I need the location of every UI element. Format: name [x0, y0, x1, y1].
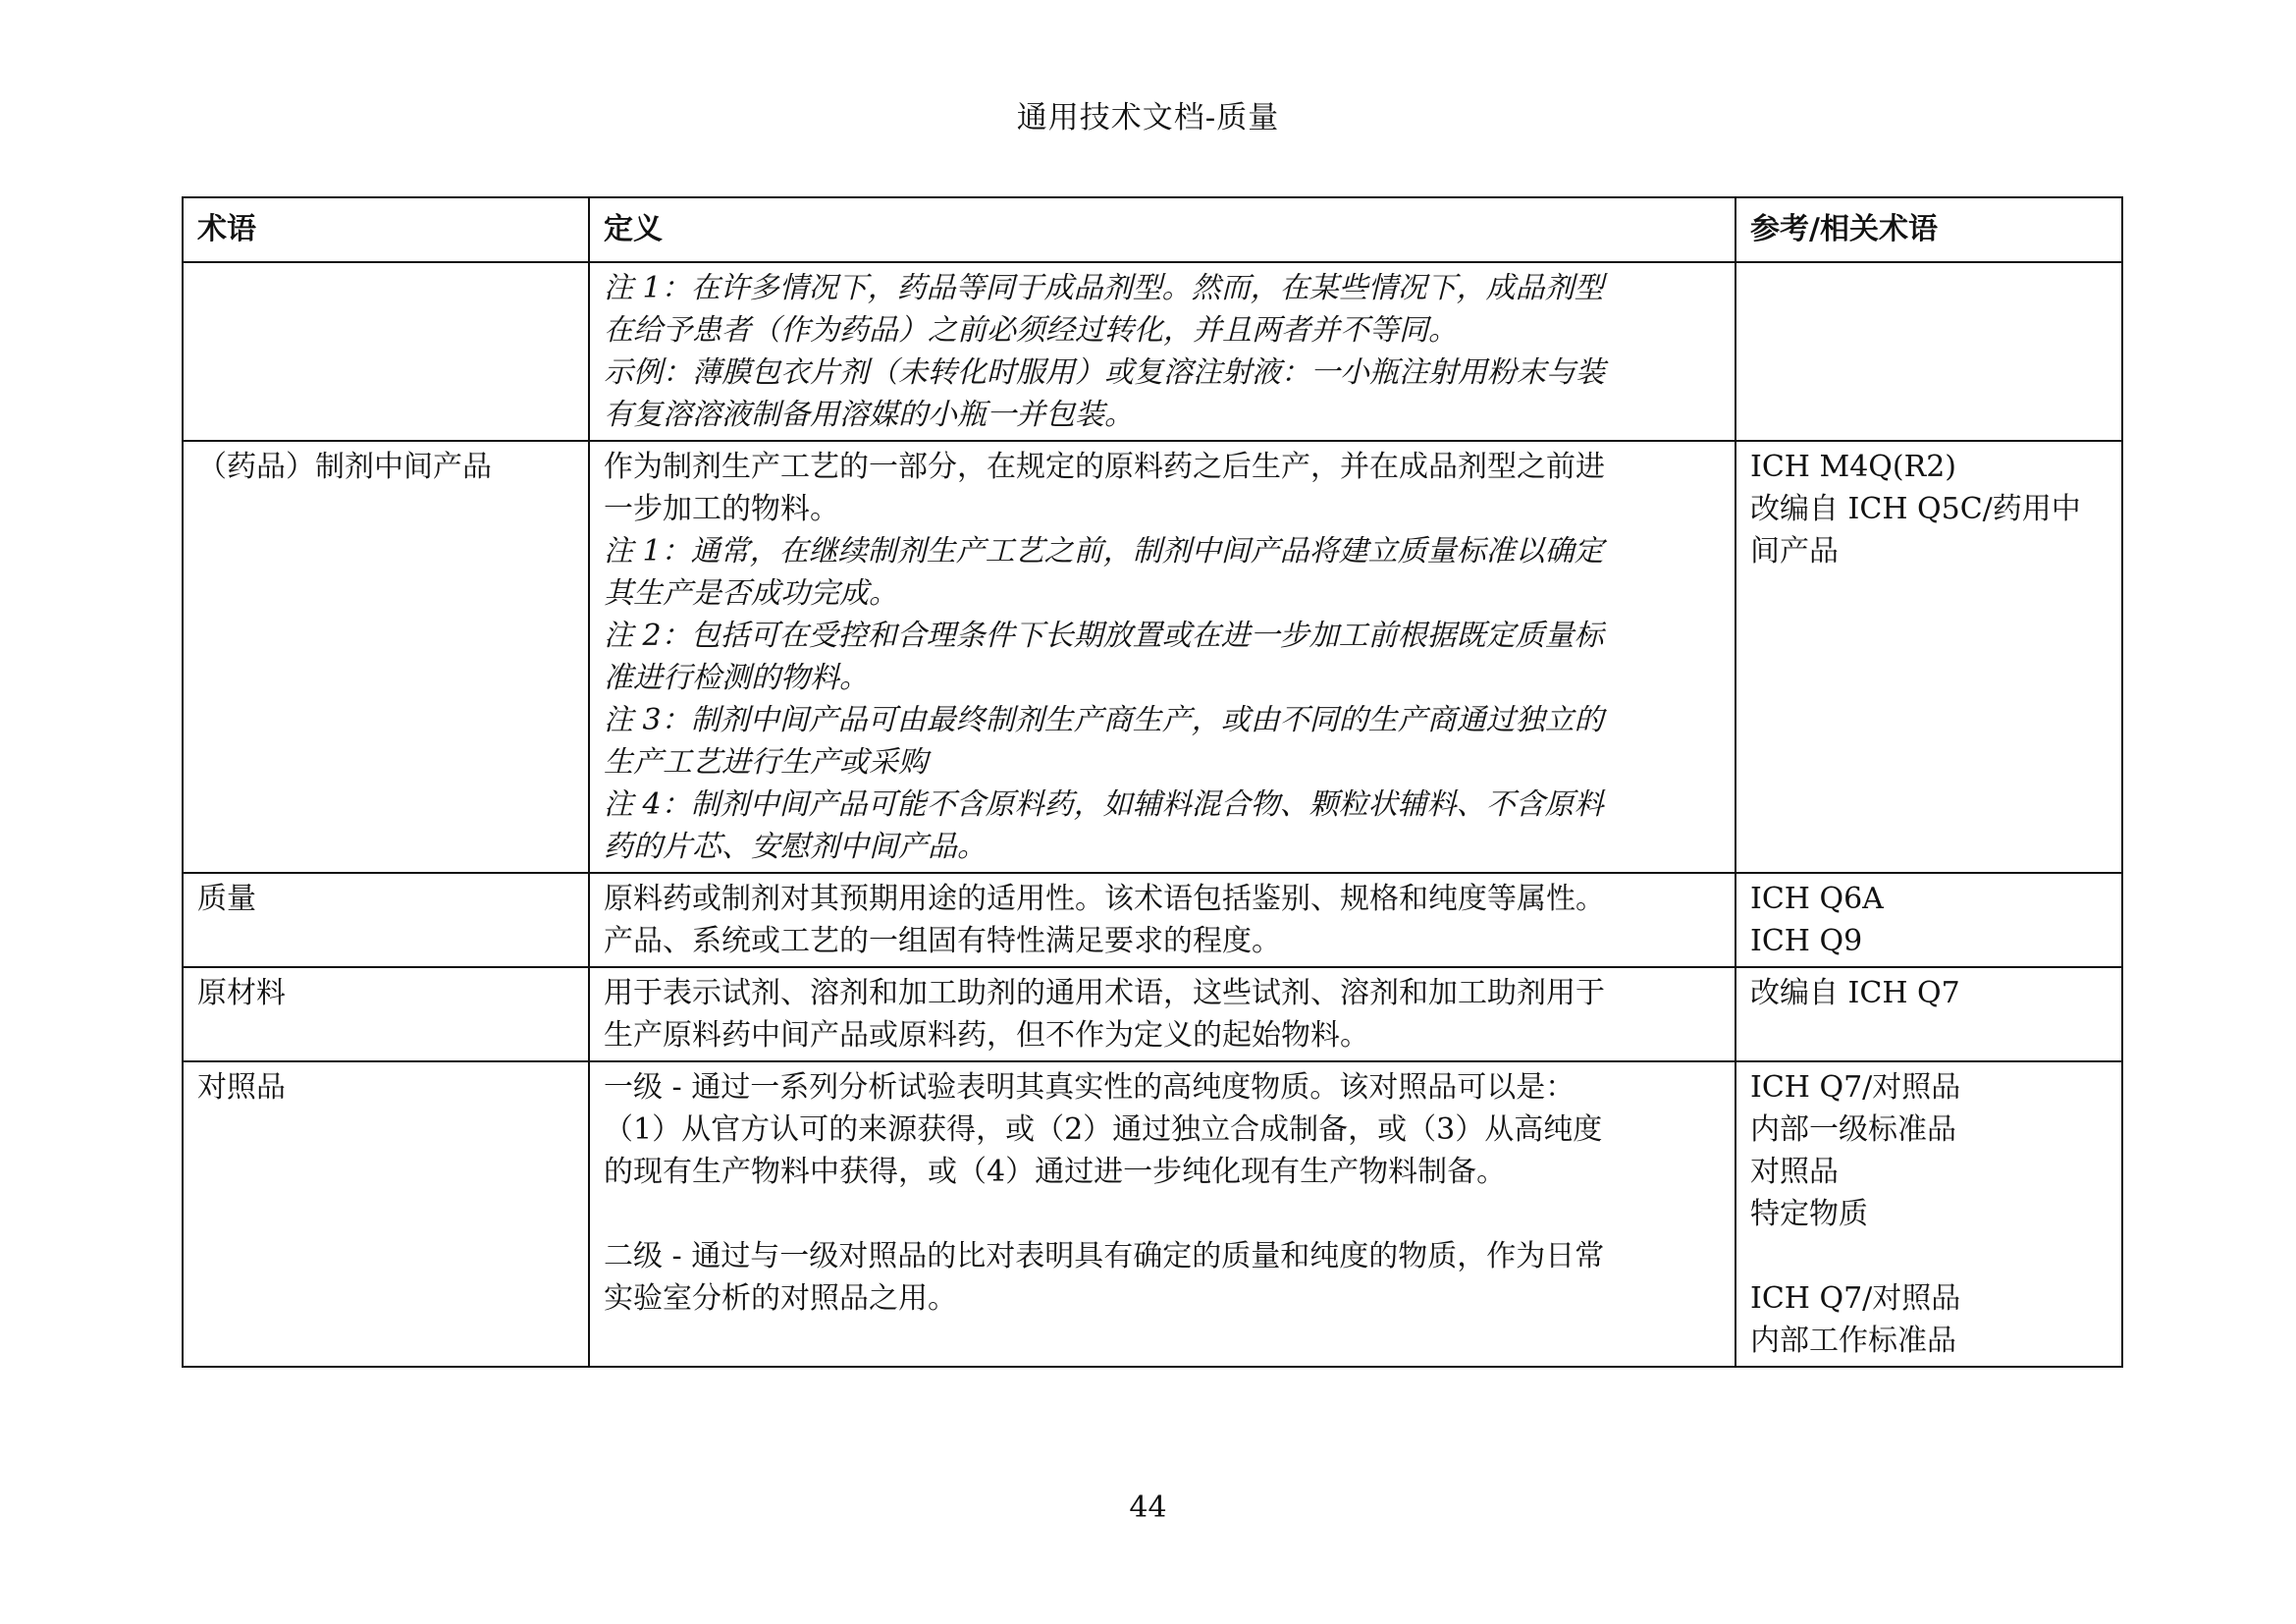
glossary-table: [182, 196, 2123, 1368]
reference-line: 改编自 ICH Q7: [1750, 976, 1960, 1010]
note-line: 在给予患者（作为药品）之前必须经过转化，并且两者并不等同。: [604, 313, 1458, 348]
reference-line: ICH M4Q(R2): [1750, 450, 1956, 484]
page-number: 44: [1129, 1490, 1167, 1525]
reference-line: 间产品: [1750, 534, 1839, 568]
note-line: 生产工艺进行生产或采购: [604, 745, 928, 780]
definition-cell: [589, 967, 1735, 1061]
blank-line: [1750, 1235, 2109, 1277]
reference-line: 特定物质: [1750, 1197, 1868, 1231]
header-term: 术语: [183, 197, 589, 262]
table-row: [183, 967, 2122, 1061]
table-row: [183, 441, 2122, 873]
definition-line: （1）从官方认可的来源获得，或（2）通过独立合成制备，或（3）从高纯度: [604, 1112, 1603, 1147]
table-row: [183, 873, 2122, 967]
page-header: 通用技术文档-质量: [1016, 100, 1280, 135]
note-line: 示例：薄膜包衣片剂（未转化时服用）或复溶注射液：一小瓶注射用粉末与装: [604, 355, 1605, 390]
reference-cell: [1735, 967, 2122, 1061]
reference-cell: [1735, 441, 2122, 873]
reference-cell: [1735, 1061, 2122, 1367]
table-row: [183, 262, 2122, 441]
definition-line: 二级 - 通过与一级对照品的比对表明具有确定的质量和纯度的物质，作为日常: [604, 1239, 1605, 1273]
reference-line: ICH Q7/对照品: [1750, 1281, 1961, 1316]
reference-line: 内部一级标准品: [1750, 1112, 1956, 1147]
note-line: 注 2：包括可在受控和合理条件下长期放置或在进一步加工前根据既定质量标: [604, 619, 1604, 653]
term-cell: （药品）制剂中间产品: [183, 441, 589, 873]
definition-line: 作为制剂生产工艺的一部分，在规定的原料药之后生产，并在成品剂型之前进: [604, 450, 1605, 484]
reference-cell: [1735, 262, 2122, 441]
header-definition: 定义: [589, 197, 1735, 262]
note-line: 注 3：制剂中间产品可由最终制剂生产商生产，或由不同的生产商通过独立的: [604, 703, 1604, 737]
definition-line: 生产原料药中间产品或原料药，但不作为定义的起始物料。: [604, 1018, 1369, 1053]
reference-line: ICH Q7/对照品: [1750, 1070, 1961, 1105]
note-line: 注 1：通常，在继续制剂生产工艺之前，制剂中间产品将建立质量标准以确定: [604, 534, 1604, 568]
note-line: 有复溶溶液制备用溶媒的小瓶一并包装。: [604, 398, 1134, 432]
definition-line: 实验室分析的对照品之用。: [604, 1281, 957, 1316]
reference-line: 改编自 ICH Q5C/药用中: [1750, 492, 2081, 526]
term-cell: 质量: [183, 873, 589, 967]
note-line: 其生产是否成功完成。: [604, 576, 898, 611]
table-row: [183, 1061, 2122, 1367]
definition-line: 一步加工的物料。: [604, 492, 839, 526]
header-reference: 参考/相关术语: [1735, 197, 2122, 262]
reference-cell: [1735, 873, 2122, 967]
note-line: 药的片芯、安慰剂中间产品。: [604, 830, 987, 864]
definition-line: 原料药或制剂对其预期用途的适用性。该术语包括鉴别、规格和纯度等属性。: [604, 882, 1605, 916]
note-line: 注 1：在许多情况下，药品等同于成品剂型。然而，在某些情况下，成品剂型: [604, 271, 1604, 305]
term-cell: 对照品: [183, 1061, 589, 1367]
definition-cell: [589, 262, 1735, 441]
note-line: 注 4：制剂中间产品可能不含原料药，如辅料混合物、颗粒状辅料、不含原料: [604, 787, 1604, 822]
table-header-row: [183, 197, 2122, 262]
definition-line: 用于表示试剂、溶剂和加工助剂的通用术语，这些试剂、溶剂和加工助剂用于: [604, 976, 1605, 1010]
term-cell: 原材料: [183, 967, 589, 1061]
reference-line: 内部工作标准品: [1750, 1324, 1956, 1358]
definition-line: 的现有生产物料中获得，或（4）通过进一步纯化现有生产物料制备。: [604, 1155, 1507, 1189]
blank-line: [604, 1193, 1723, 1235]
definition-cell: [589, 873, 1735, 967]
note-line: 准进行检测的物料。: [604, 661, 869, 695]
definition-cell: [589, 441, 1735, 873]
reference-line: ICH Q9: [1750, 924, 1863, 958]
reference-line: 对照品: [1750, 1155, 1839, 1189]
definition-line: 产品、系统或工艺的一组固有特性满足要求的程度。: [604, 924, 1281, 958]
definition-line: 一级 - 通过一系列分析试验表明其真实性的高纯度物质。该对照品可以是：: [604, 1070, 1575, 1105]
definition-cell: [589, 1061, 1735, 1367]
term-cell: [183, 262, 589, 441]
reference-line: ICH Q6A: [1750, 882, 1884, 916]
